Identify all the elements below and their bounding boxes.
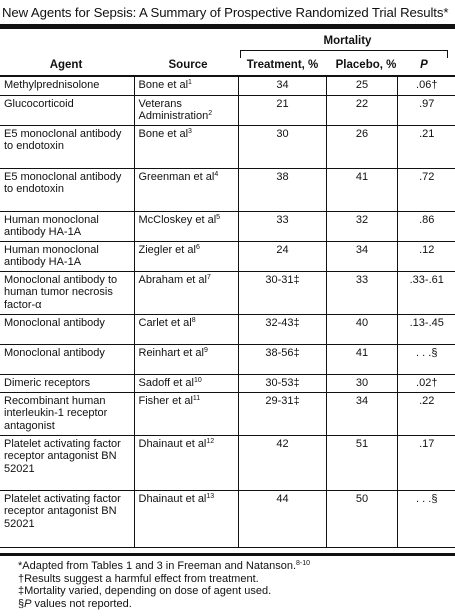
column-header-placebo: Placebo, % xyxy=(335,59,397,71)
treatment-cell: 33 xyxy=(238,211,326,241)
p-value-cell: .72 xyxy=(397,168,455,211)
footnote-p-values: §P values not reported. xyxy=(18,597,132,610)
column-header-treatment: Treatment, % xyxy=(246,59,319,71)
source-cell: Reinhart et $al^9$ xyxy=(134,344,238,374)
treatment-cell: 30 xyxy=(238,125,326,168)
placebo-cell: 32 xyxy=(326,211,397,241)
source-cell: Fisher et $al^{11}$ xyxy=(134,392,238,435)
source-cell: Veterans Administration$^2$ xyxy=(134,95,238,125)
treatment-cell: 42 xyxy=(238,435,326,490)
source-cell: McCloskey et $al^5$ xyxy=(134,211,238,241)
agent-cell: Dimeric receptors xyxy=(0,374,134,392)
p-value-cell: .12 xyxy=(397,241,455,271)
treatment-cell: 21 xyxy=(238,95,326,125)
agent-cell: Platelet activating factor receptor antagonist BN 52021 xyxy=(0,490,134,547)
placebo-cell: 30 xyxy=(326,374,397,392)
footnote-dose: ‡Mortality varied, depending on dose of agent used. xyxy=(18,585,272,597)
table-row xyxy=(0,374,455,392)
table-title: New Agents for Sepsis: A Summary of Prospective Randomized Trial Results* xyxy=(2,5,449,20)
p-value-cell: .17 xyxy=(397,435,455,490)
agent-cell: Monoclonal antibody xyxy=(0,344,134,374)
bottom-rule xyxy=(0,553,455,556)
top-rule xyxy=(0,24,455,29)
placebo-cell: 50 xyxy=(326,490,397,547)
placebo-cell: 41 xyxy=(326,168,397,211)
placebo-cell: 41 xyxy=(326,344,397,374)
table-row xyxy=(0,392,455,435)
mortality-header: Mortality xyxy=(323,35,372,47)
p-value-cell: .06† xyxy=(397,77,455,95)
table-row xyxy=(0,211,455,241)
p-value-cell: .21 xyxy=(397,125,455,168)
p-value-cell: .33-.61 xyxy=(397,271,455,314)
agent-cell: Recombinant human interleukin-1 receptor antagonist xyxy=(0,392,134,435)
table-row xyxy=(0,241,455,271)
treatment-cell: 38 xyxy=(238,168,326,211)
agent-cell: Human monoclonal antibody HA-1A xyxy=(0,241,134,271)
table-row xyxy=(0,435,455,490)
placebo-cell: 26 xyxy=(326,125,397,168)
results-table xyxy=(0,77,455,548)
source-cell: Sadoff et $al^{10}$ xyxy=(134,374,238,392)
agent-cell: Methylprednisolone xyxy=(0,77,134,95)
column-header-agent: Agent xyxy=(49,59,83,71)
table-row xyxy=(0,168,455,211)
mortality-bracket xyxy=(240,50,448,58)
p-value-cell: .22 xyxy=(397,392,455,435)
agent-cell: Monoclonal antibody to human tumor necrosis factor-α xyxy=(0,271,134,314)
table-row xyxy=(0,125,455,168)
placebo-cell: 25 xyxy=(326,77,397,95)
treatment-cell: 29-31‡ xyxy=(238,392,326,435)
treatment-cell: 32-43‡ xyxy=(238,314,326,344)
agent-cell: E5 monoclonal antibody to endotoxin xyxy=(0,125,134,168)
footnote-adapted: *Adapted from Tables 1 and 3 in Freeman and Natanson.$^{8-10}$ xyxy=(18,560,311,572)
source-cell: Carlet et $al^8$ xyxy=(134,314,238,344)
source-cell: Abraham et $al^7$ xyxy=(134,271,238,314)
table-row xyxy=(0,77,455,95)
table-row xyxy=(0,490,455,547)
table-row xyxy=(0,314,455,344)
agent-cell: Glucocorticoid xyxy=(0,95,134,125)
treatment-cell: 34 xyxy=(238,77,326,95)
treatment-cell: 38-56‡ xyxy=(238,344,326,374)
source-cell: Ziegler et $al^6$ xyxy=(134,241,238,271)
column-header-p: P xyxy=(420,59,428,71)
p-value-cell: . . .§ xyxy=(397,490,455,547)
agent-cell: Platelet activating factor receptor antagonist BN 52021 xyxy=(0,435,134,490)
p-value-cell: .13-.45 xyxy=(397,314,455,344)
placebo-cell: 40 xyxy=(326,314,397,344)
treatment-cell: 24 xyxy=(238,241,326,271)
agent-cell: E5 monoclonal antibody to endotoxin xyxy=(0,168,134,211)
footnotes xyxy=(18,560,310,610)
placebo-cell: 34 xyxy=(326,241,397,271)
footnote-harmful: †Results suggest a harmful effect from treatment. xyxy=(18,572,259,585)
p-value-cell: .97 xyxy=(397,95,455,125)
agent-cell: Human monoclonal antibody HA-1A xyxy=(0,211,134,241)
source-cell: Dhainaut et $al^{12}$ xyxy=(134,435,238,490)
agent-cell: Monoclonal antibody xyxy=(0,314,134,344)
placebo-cell: 33 xyxy=(326,271,397,314)
table-row xyxy=(0,95,455,125)
source-cell: Dhainaut et $al^{13}$ xyxy=(134,490,238,547)
placebo-cell: 22 xyxy=(326,95,397,125)
p-value-cell: .86 xyxy=(397,211,455,241)
table-row xyxy=(0,271,455,314)
treatment-cell: 30-53‡ xyxy=(238,374,326,392)
placebo-cell: 34 xyxy=(326,392,397,435)
source-cell: Bone et $al^1$ xyxy=(134,77,238,95)
table-row xyxy=(0,344,455,374)
p-value-cell: .02† xyxy=(397,374,455,392)
treatment-cell: 44 xyxy=(238,490,326,547)
p-value-cell: . . .§ xyxy=(397,344,455,374)
column-header-source: Source xyxy=(168,59,208,71)
treatment-cell: 30-31‡ xyxy=(238,271,326,314)
source-cell: Bone et $al^3$ xyxy=(134,125,238,168)
source-cell: Greenman et $al^4$ xyxy=(134,168,238,211)
placebo-cell: 51 xyxy=(326,435,397,490)
